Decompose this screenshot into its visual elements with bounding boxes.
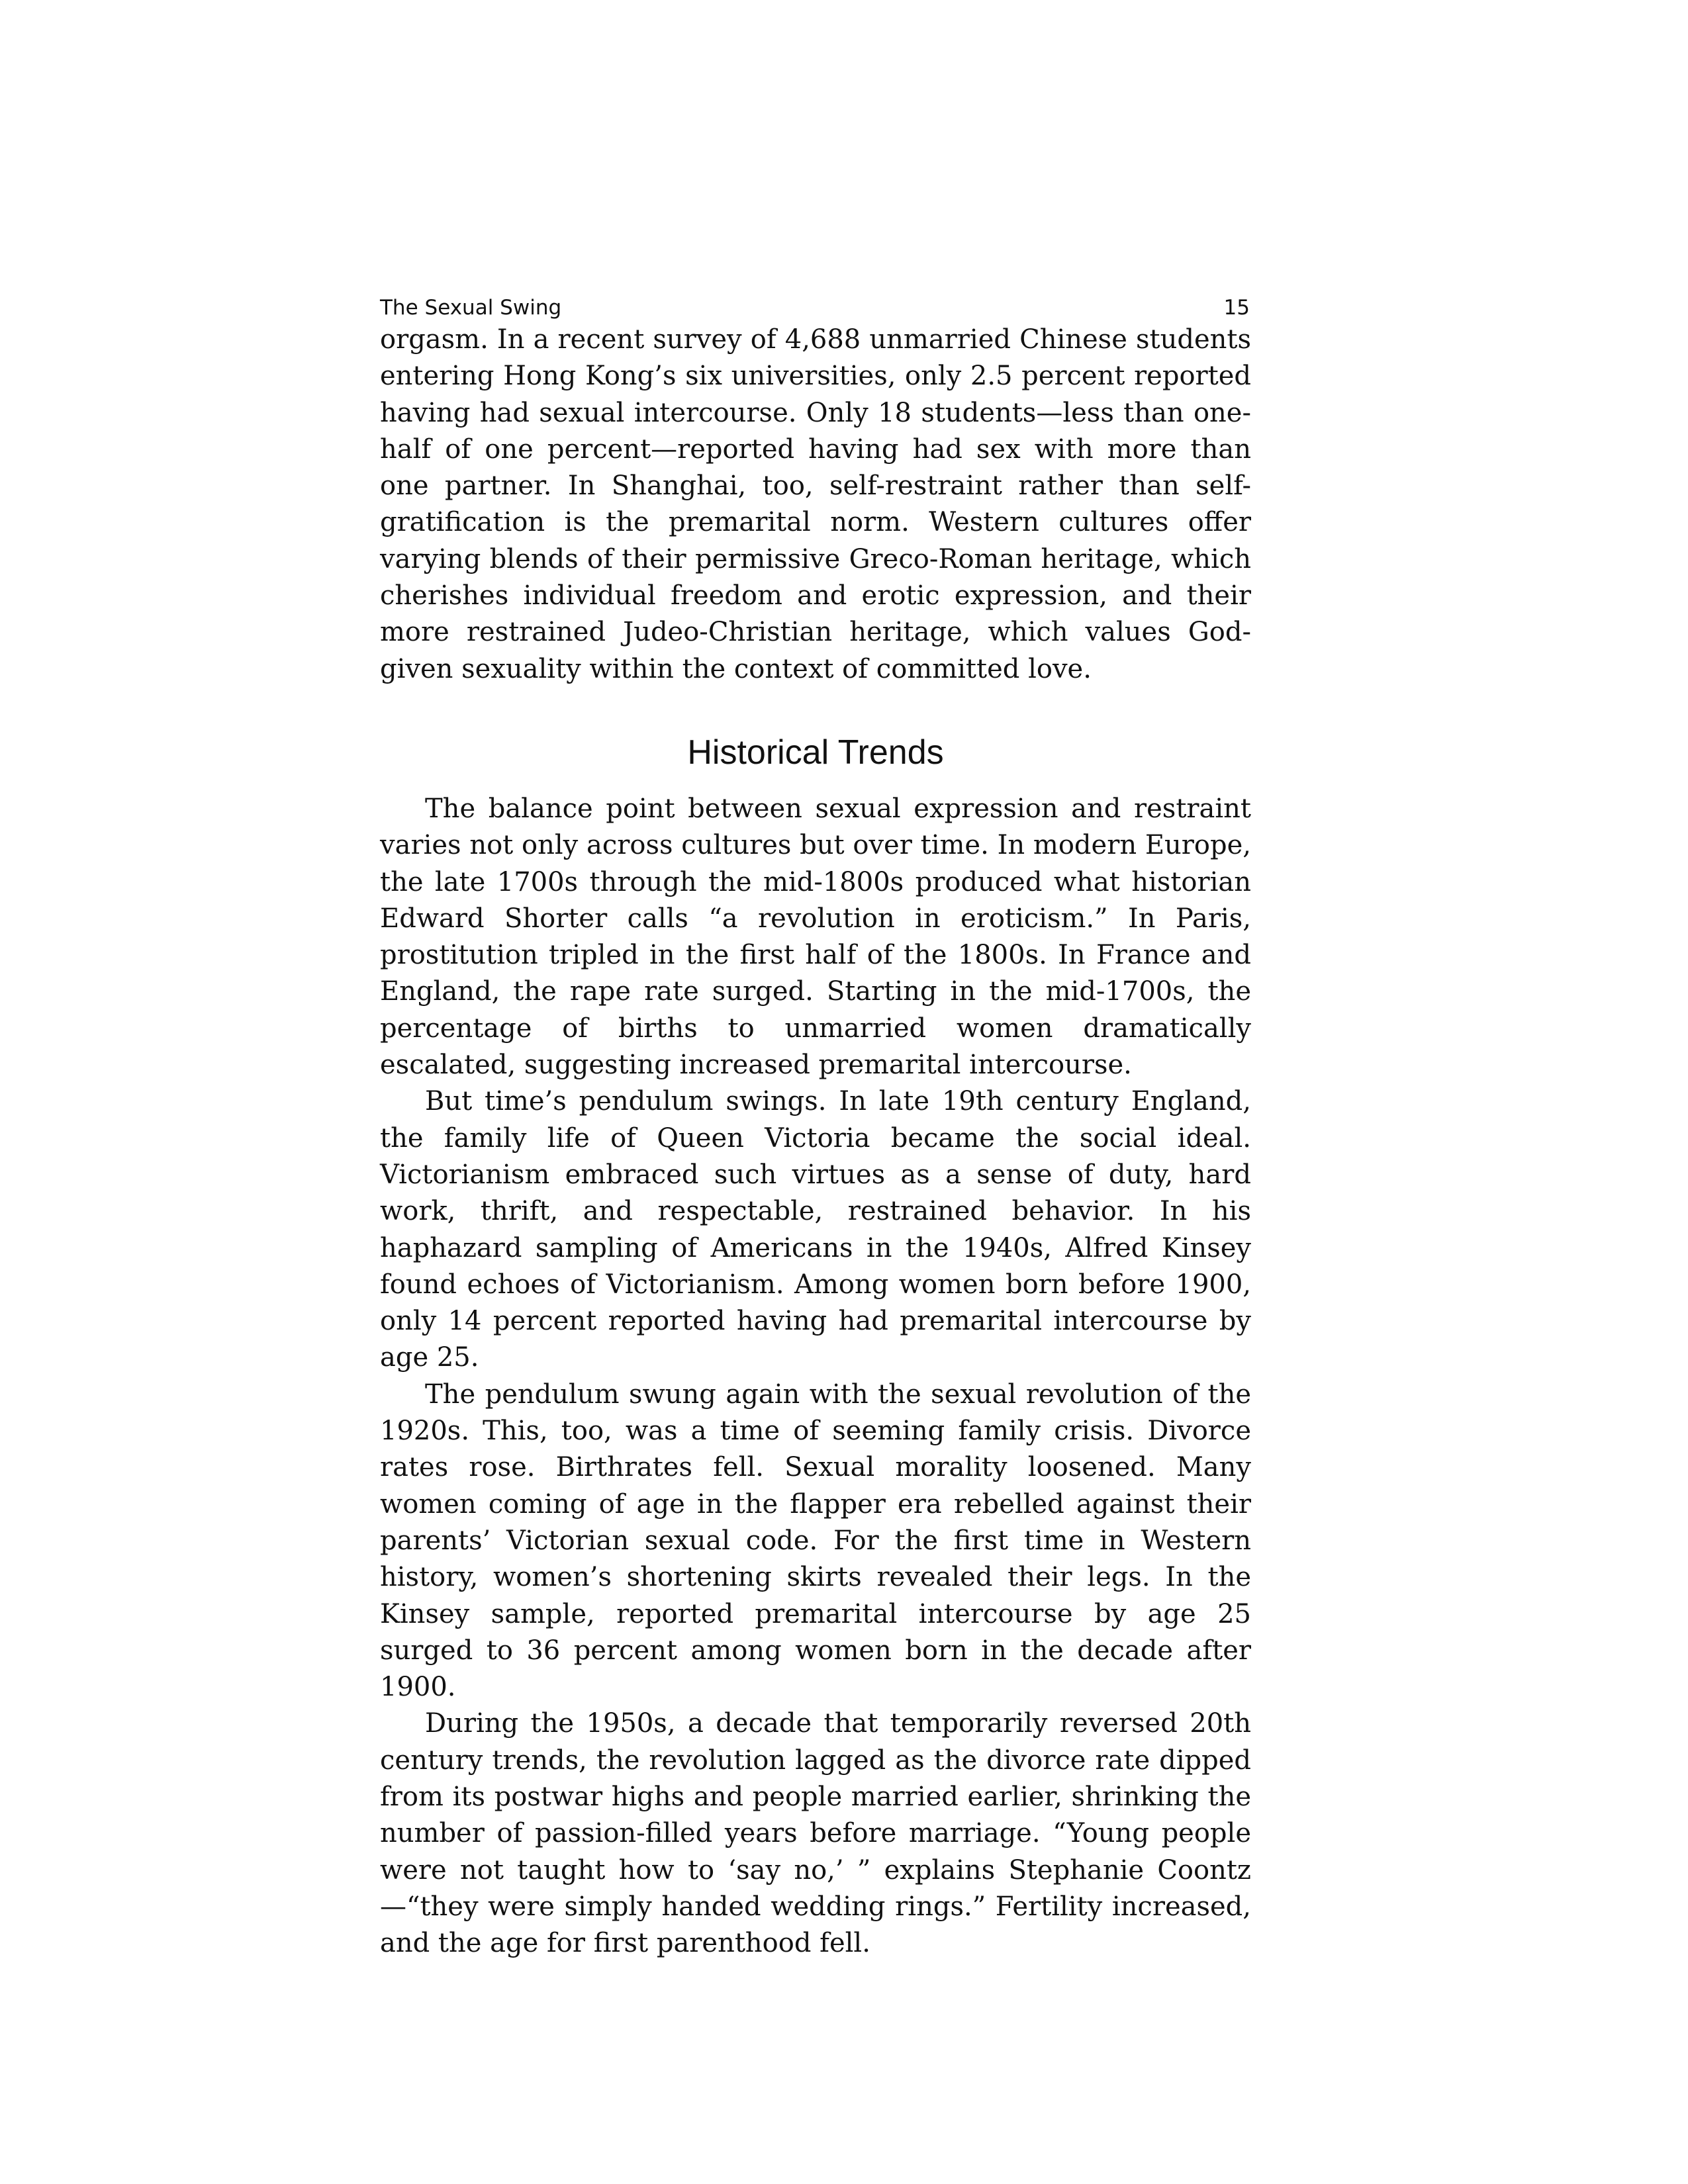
paragraph: But time’s pendulum swings. In late 19th century England, the family life of Queen Victoria became the social ideal. Victorianism embraced such virtues as a sense of duty, hard work, thrift, and respectable, restrained behavior. In his haphazard sampling of Americans in the 1940s, Alfred Kinsey found echoes of Victorianism. Among women born before 1900, only 14 percent reported having had premarital intercourse by age 25. xyxy=(380,1086,1251,1373)
paragraph: The balance point between sexual expression and restraint varies not only across cultures but over time. In modern Europe, the late 1700s through the mid-1800s produced what historian Edward Shorter calls “a revolution in eroticism.” In Paris, prostitution tripled in the first half of the 1800s. In France and England, the rape rate surged. Starting in the mid-1700s, the percentage of births to unmarried women dramatically escalated, suggesting increased premarital intercourse. xyxy=(380,793,1251,1081)
running-head xyxy=(380,291,1251,324)
body-text xyxy=(380,322,1251,1962)
running-head-title: The Sexual Swing xyxy=(380,296,562,320)
paragraph: During the 1950s, a decade that temporarily reversed 20th century trends, the revolution lagged as the divorce rate dipped from its postwar highs and people married earlier, shrinking the number of passion-filled years before marriage. “Young people were not taught how to ‘say no,’ ” explains Stephanie Coontz—“they were simply handed wedding rings.” Fertility increased, and the age for first parenthood fell. xyxy=(380,1708,1251,1959)
page-number: 15 xyxy=(1223,296,1250,320)
paragraph: The pendulum swung again with the sexual revolution of the 1920s. This, too, was a time of seeming family crisis. Divorce rates rose. Birthrates fell. Sexual morality loosened. Many women coming of age in the flapper era rebelled against their parents’ Victorian sexual code. For the first time in Western history, women’s shortening skirts revealed their legs. In the Kinsey sample, reported premarital intercourse by age 25 surged to 36 percent among women born in the decade after 1900. xyxy=(380,1379,1251,1703)
section-heading: Historical Trends xyxy=(687,733,944,772)
paragraph-continued: orgasm. In a recent survey of 4,688 unmarried Chinese students entering Hong Kong’s six universities, only 2.5 percent reported having had sexual intercourse. Only 18 students—less than one-half of one percent—reported having had sex with more than one partner. In Shanghai, too, self-restraint rather than self-gratification is the premarital norm. Western cultures offer varying blends of their permissive Greco-Roman heritage, which cherishes individual freedom and erotic expression, and their more restrained Judeo-Christian heritage, which values God-given sexuality within the context of committed love. xyxy=(380,324,1251,684)
